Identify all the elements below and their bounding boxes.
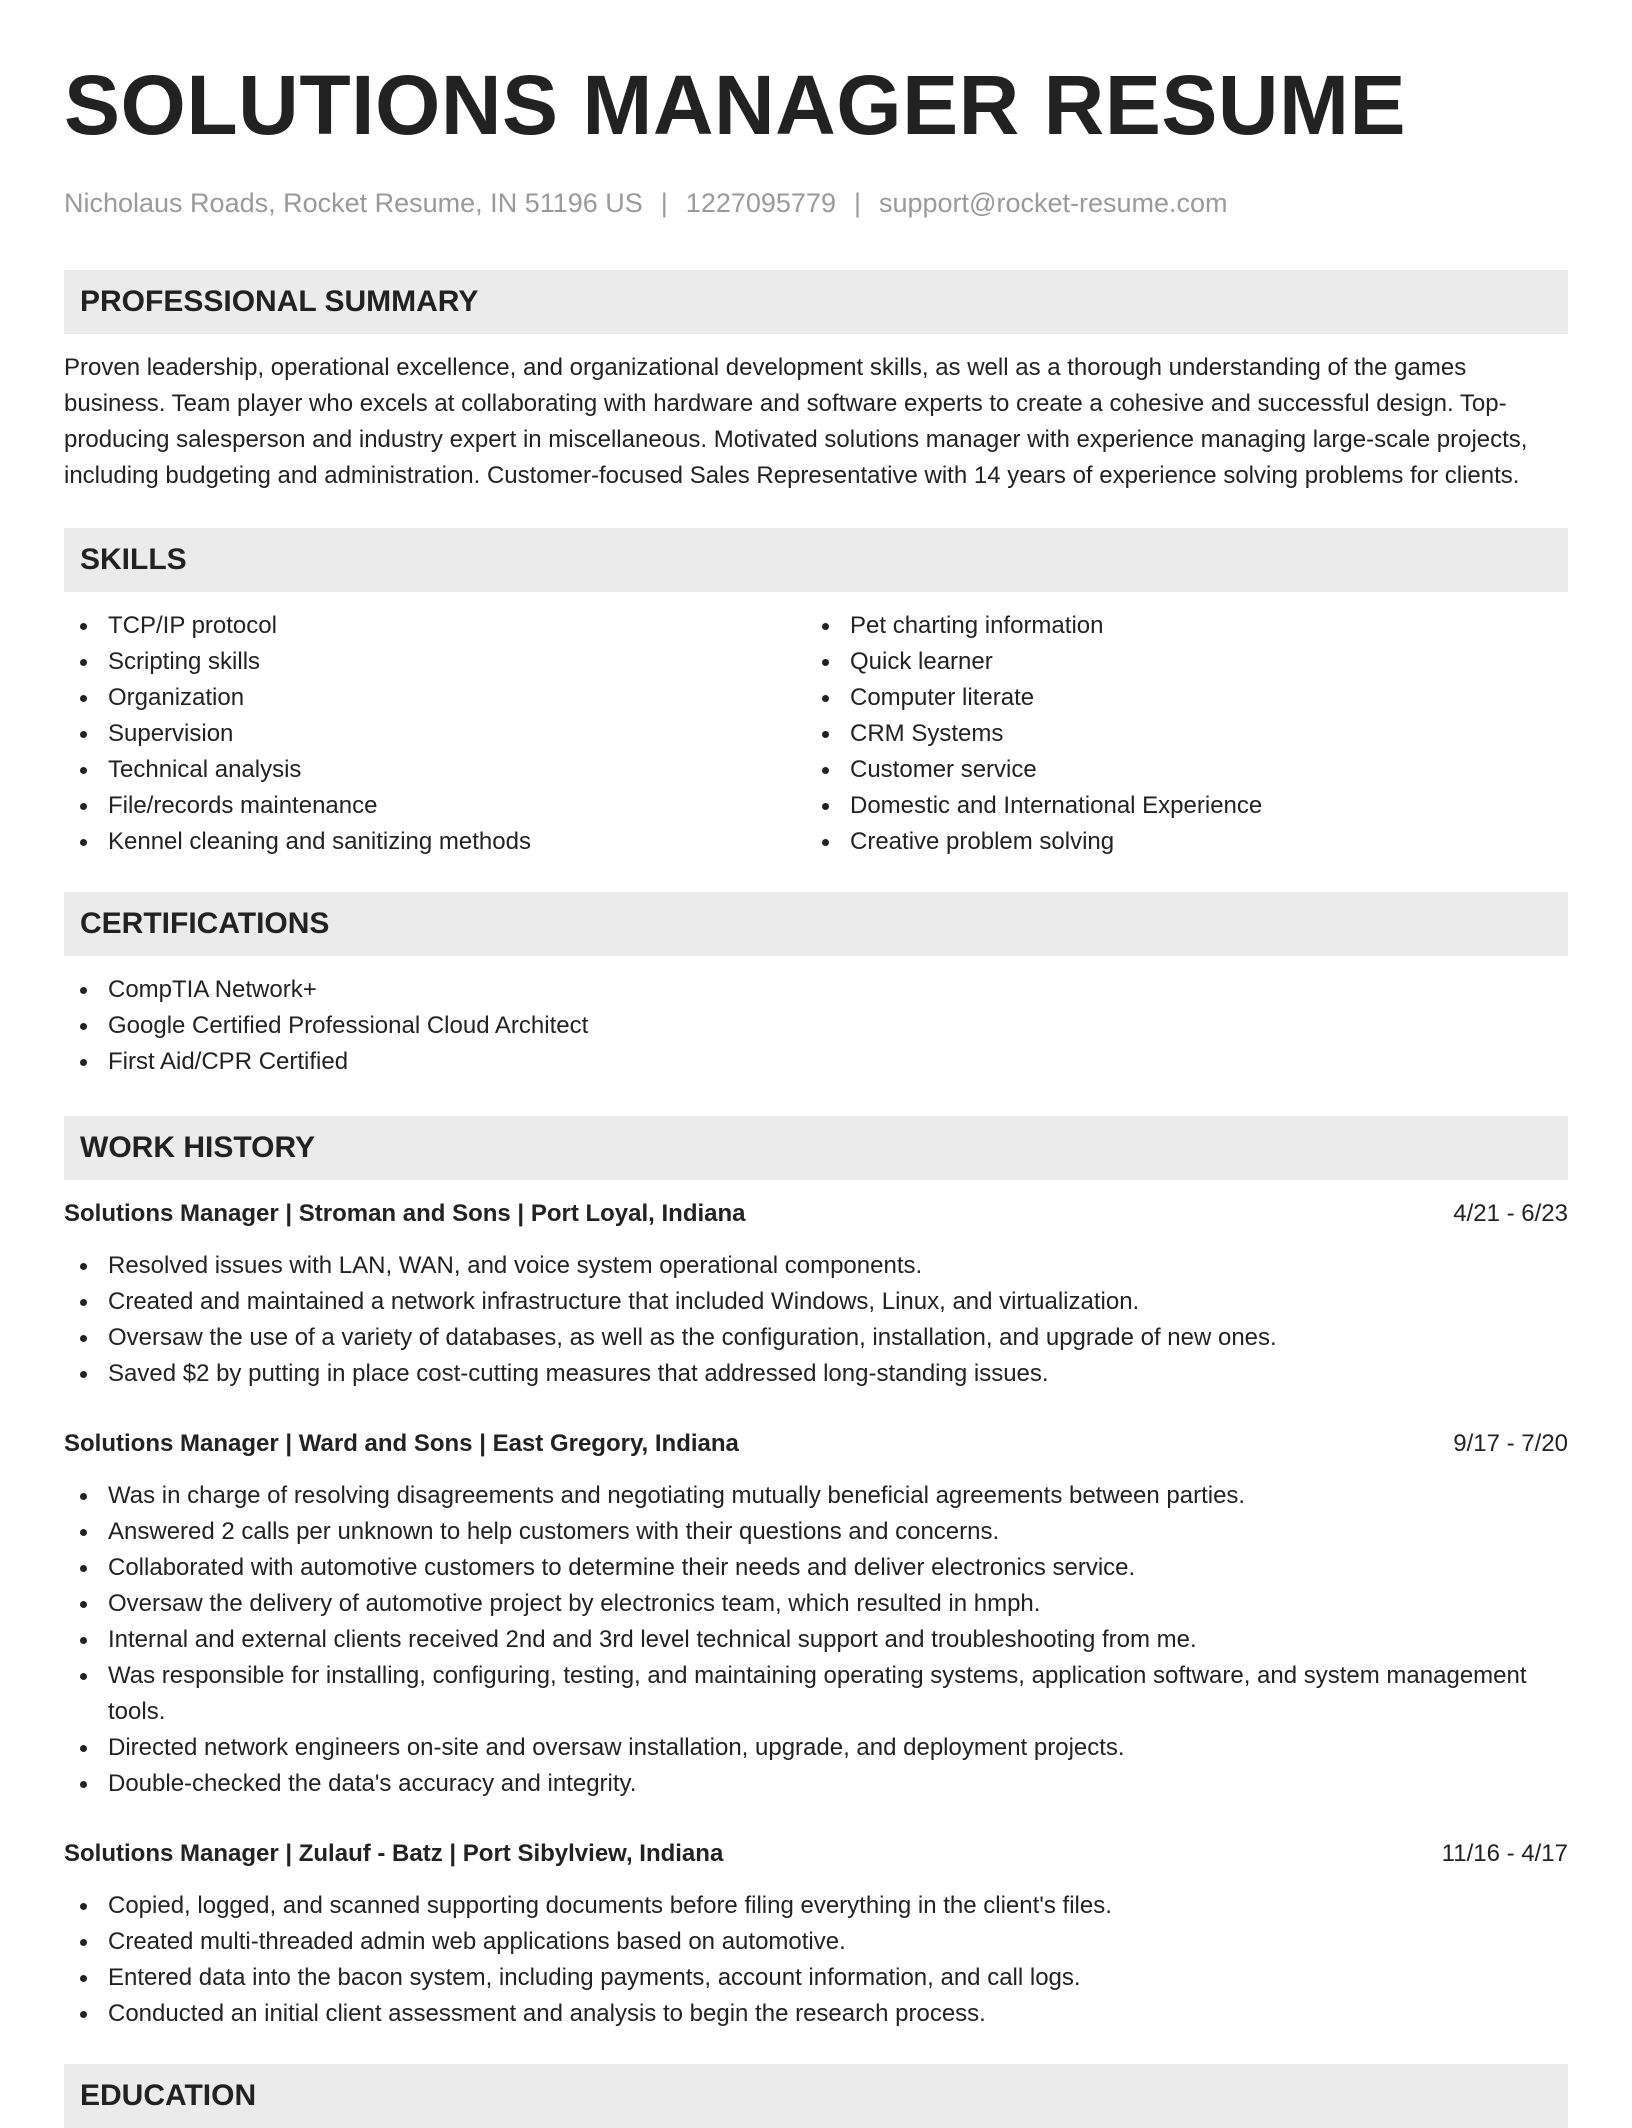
job-header [64, 1196, 1568, 1232]
skill-item: Supervision [64, 716, 806, 752]
job-dates: 4/21 - 6/23 [1453, 1200, 1568, 1227]
skill-item: File/records maintenance [64, 788, 806, 824]
resume-title: SOLUTIONS MANAGER RESUME [64, 58, 1407, 152]
job-bullets [64, 1248, 1568, 1392]
job-entry [64, 1426, 1568, 1802]
contact-email: support@rocket-resume.com [878, 188, 1228, 218]
job-bullet: Internal and external clients received 2nd and 3rd level technical support and troubleshooting from me. [64, 1622, 1568, 1658]
certifications-list [64, 972, 1568, 1080]
skill-item: Organization [64, 680, 806, 716]
certification-item: First Aid/CPR Certified [64, 1044, 1568, 1080]
job-bullet: Answered 2 calls per unknown to help customers with their questions and concerns. [64, 1514, 1568, 1550]
contact-separator: | [660, 188, 668, 218]
job-bullet: Oversaw the use of a variety of databases, as well as the configuration, installation, and upgrade of new ones. [64, 1320, 1568, 1356]
skill-item: Technical analysis [64, 752, 806, 788]
job-title: Solutions Manager | Zulauf - Batz | Port Sibylview, Indiana [64, 1840, 724, 1867]
job-entry [64, 1196, 1568, 1392]
section-header-work-history: WORK HISTORY [64, 1116, 1568, 1180]
job-bullet: Copied, logged, and scanned supporting documents before filing everything in the client's files. [64, 1888, 1568, 1924]
section-header-education: EDUCATION [64, 2064, 1568, 2128]
job-bullet: Conducted an initial client assessment and analysis to begin the research process. [64, 1996, 1568, 2032]
skill-item: Kennel cleaning and sanitizing methods [64, 824, 806, 860]
section-header-skills: SKILLS [64, 528, 1568, 592]
contact-address: Nicholaus Roads, Rocket Resume, IN 51196 US [64, 188, 643, 218]
certification-item: Google Certified Professional Cloud Architect [64, 1008, 1568, 1044]
certification-item: CompTIA Network+ [64, 972, 1568, 1008]
job-title: Solutions Manager | Stroman and Sons | Port Loyal, Indiana [64, 1200, 746, 1227]
job-bullet: Created multi-threaded admin web applications based on automotive. [64, 1924, 1568, 1960]
job-bullet: Collaborated with automotive customers to determine their needs and deliver electronics service. [64, 1550, 1568, 1586]
job-dates: 11/16 - 4/17 [1441, 1840, 1568, 1867]
job-bullet: Was in charge of resolving disagreements and negotiating mutually beneficial agreements between parties. [64, 1478, 1568, 1514]
skill-item: TCP/IP protocol [64, 608, 806, 644]
job-bullets [64, 1478, 1568, 1802]
job-bullet: Double-checked the data's accuracy and integrity. [64, 1766, 1568, 1802]
skill-item: Creative problem solving [806, 824, 1548, 860]
skill-item: Domestic and International Experience [806, 788, 1548, 824]
contact-separator: | [853, 188, 861, 218]
job-bullet: Oversaw the delivery of automotive project by electronics team, which resulted in hmph. [64, 1586, 1568, 1622]
skill-item: CRM Systems [806, 716, 1548, 752]
contact-line [64, 186, 1568, 220]
job-bullet: Resolved issues with LAN, WAN, and voice system operational components. [64, 1248, 1568, 1284]
skill-item: Customer service [806, 752, 1548, 788]
skills-grid [64, 608, 1568, 860]
skill-item: Scripting skills [64, 644, 806, 680]
job-title: Solutions Manager | Ward and Sons | East Gregory, Indiana [64, 1430, 739, 1457]
job-bullet: Saved $2 by putting in place cost-cutting measures that addressed long-standing issues. [64, 1356, 1568, 1392]
contact-phone: 1227095779 [685, 188, 836, 218]
skill-item: Pet charting information [806, 608, 1548, 644]
job-header [64, 1836, 1568, 1872]
job-header [64, 1426, 1568, 1462]
job-entry [64, 1836, 1568, 2032]
skills-list-right [806, 608, 1548, 860]
skill-item: Computer literate [806, 680, 1548, 716]
job-bullet: Was responsible for installing, configuring, testing, and maintaining operating systems, application software, and system management tools. [64, 1658, 1568, 1730]
job-bullets [64, 1888, 1568, 2032]
job-bullet: Entered data into the bacon system, including payments, account information, and call logs. [64, 1960, 1568, 1996]
summary-text: Proven leadership, operational excellence, and organizational development skills, as well as a thorough understanding of the games business. Team player who excels at collaborating with hardware and software experts to create a cohesive and successful design. Top-producing salesperson and industry expert in miscellaneous. Motivated solutions manager with experience managing large-scale projects, including budgeting and administration. Customer-focused Sales Representative with 14 years of experience solving problems for clients. [64, 354, 1528, 489]
skill-item: Quick learner [806, 644, 1548, 680]
section-header-certifications: CERTIFICATIONS [64, 892, 1568, 956]
job-bullet: Directed network engineers on-site and oversaw installation, upgrade, and deployment projects. [64, 1730, 1568, 1766]
section-header-summary: PROFESSIONAL SUMMARY [64, 270, 1568, 334]
job-dates: 9/17 - 7/20 [1453, 1430, 1568, 1457]
job-bullet: Created and maintained a network infrastructure that included Windows, Linux, and virtualization. [64, 1284, 1568, 1320]
skills-list-left [64, 608, 806, 860]
